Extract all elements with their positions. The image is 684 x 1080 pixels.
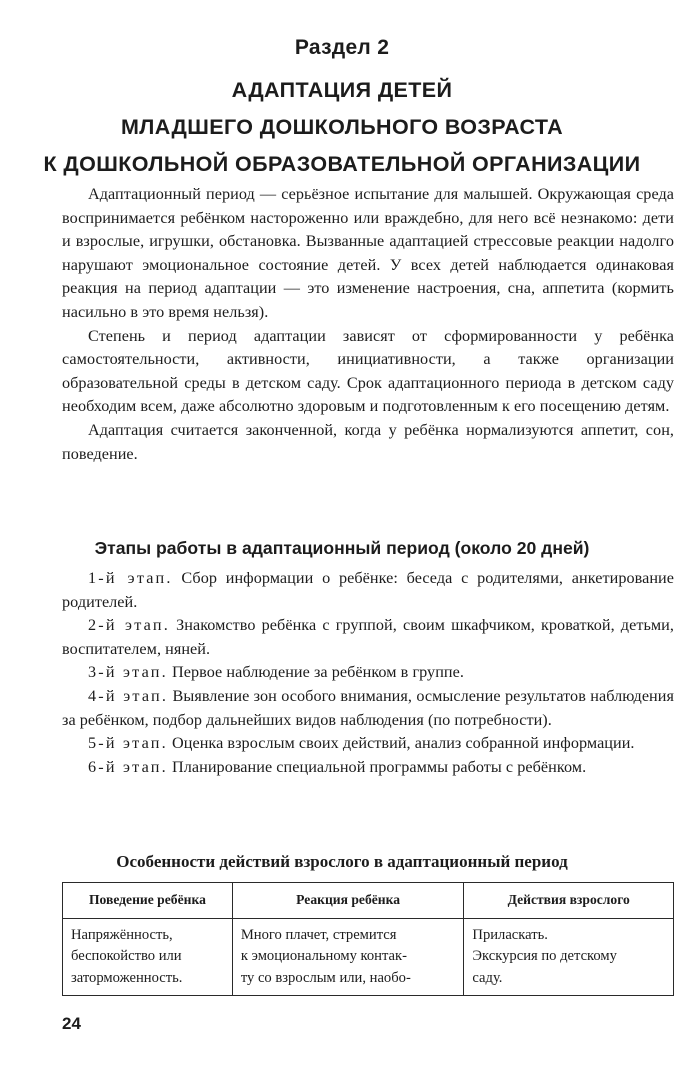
intro-text — [62, 183, 674, 466]
table-caption: Особенности действий взрослого в адаптационный период — [116, 852, 568, 871]
stage-item — [62, 614, 674, 661]
stage-item — [62, 732, 674, 756]
actions-cell — [464, 918, 674, 996]
chapter-title-line: К ДОШКОЛЬНОЙ ОБРАЗОВАТЕЛЬНОЙ ОРГАНИЗАЦИИ — [43, 152, 641, 176]
intro-paragraph: Адаптационный период — серьёзное испытание для малышей. Окружающая среда воспринимается ребёнком настороженно или враждебно, для него всё незнакомо: дети и взрослые, игрушки, обстановка. Вызванные адаптацией стрессовые реакции надолго нарушают эмоциональное состояние детей. У всех детей наблюдается одинаковая реакция на период адаптации — это изменение настроения, сна, аппетита (кормить насильно в это время нельзя). — [62, 185, 674, 321]
intro-paragraph: Адаптация считается законченной, когда у ребёнка нормализуются аппетит, сон, поведение. — [62, 420, 674, 463]
stage-item — [62, 756, 674, 780]
chapter-title-line: АДАПТАЦИЯ ДЕТЕЙ — [231, 78, 453, 102]
stage-label: 6-й этап. — [88, 757, 168, 776]
stages-heading: Этапы работы в адаптационный период (около 20 дней) — [94, 538, 590, 558]
behavior-cell — [63, 918, 233, 996]
column-header: Реакция ребёнка — [232, 883, 464, 919]
section-label: Раздел 2 — [294, 36, 390, 59]
stage-label: 5-й этап. — [88, 734, 168, 753]
stage-text: Планирование специальной программы работы с ребёнком. — [172, 757, 587, 776]
cell-line: беспокойство или — [71, 948, 182, 964]
table-header-row — [63, 883, 674, 919]
stage-item — [62, 661, 674, 685]
cell-line: саду. — [472, 969, 503, 986]
stage-item — [62, 685, 674, 732]
stage-text: Сбор информации о ребёнке: беседа с родителями, анкетирование родителей. — [62, 569, 674, 611]
chapter-title-line: МЛАДШЕГО ДОШКОЛЬНОГО ВОЗРАСТА — [120, 115, 564, 139]
stage-text: Знакомство ребёнка с группой, своим шкафчиком, кроваткой, детьми, воспитателем, няней. — [62, 616, 674, 658]
column-header: Действия взрослого — [464, 883, 674, 919]
cell-line: ту со взрослым или, наобо- — [240, 969, 411, 986]
stage-label: 1-й этап. — [88, 569, 173, 587]
column-header: Поведение ребёнка — [63, 883, 233, 919]
table-row — [63, 918, 674, 996]
stage-label: 2-й этап. — [88, 616, 170, 635]
reaction-cell — [232, 918, 464, 996]
stage-text: Оценка взрослым своих действий, анализ собранной информации. — [172, 734, 635, 753]
cell-line: Много плачет, стремится — [240, 926, 397, 943]
cell-line: к эмоциональному контак- — [240, 948, 407, 964]
stage-text: Первое наблюдение за ребёнком в группе. — [172, 663, 464, 682]
stage-item — [62, 567, 674, 614]
stage-label: 3-й этап. — [88, 663, 168, 682]
page-number: 24 — [62, 1014, 81, 1033]
cell-line: Приласкать. — [472, 926, 548, 943]
cell-line: Напряжённость, — [71, 926, 173, 943]
cell-line: Экскурсия по детскому — [472, 948, 617, 964]
chapter-title — [20, 72, 664, 183]
cell-line: заторможенность. — [71, 969, 183, 986]
intro-paragraph: Степень и период адаптации зависят от сформированности у ребёнка самостоятельности, активности, инициативности, а также организации образовательной среды в детском саду. Срок адаптационного периода в детском саду необходим всем, даже абсолютно здоровым и подготовленным к его посещению детям. — [62, 326, 674, 416]
adaptation-table — [62, 882, 674, 996]
stages-list — [62, 567, 674, 779]
stage-text: Выявление зон особого внимания, осмысление результатов наблюдения за ребёнком, подбор дальнейших видов наблюдения (по потребности). — [62, 686, 674, 729]
stage-label: 4-й этап. — [88, 686, 169, 705]
